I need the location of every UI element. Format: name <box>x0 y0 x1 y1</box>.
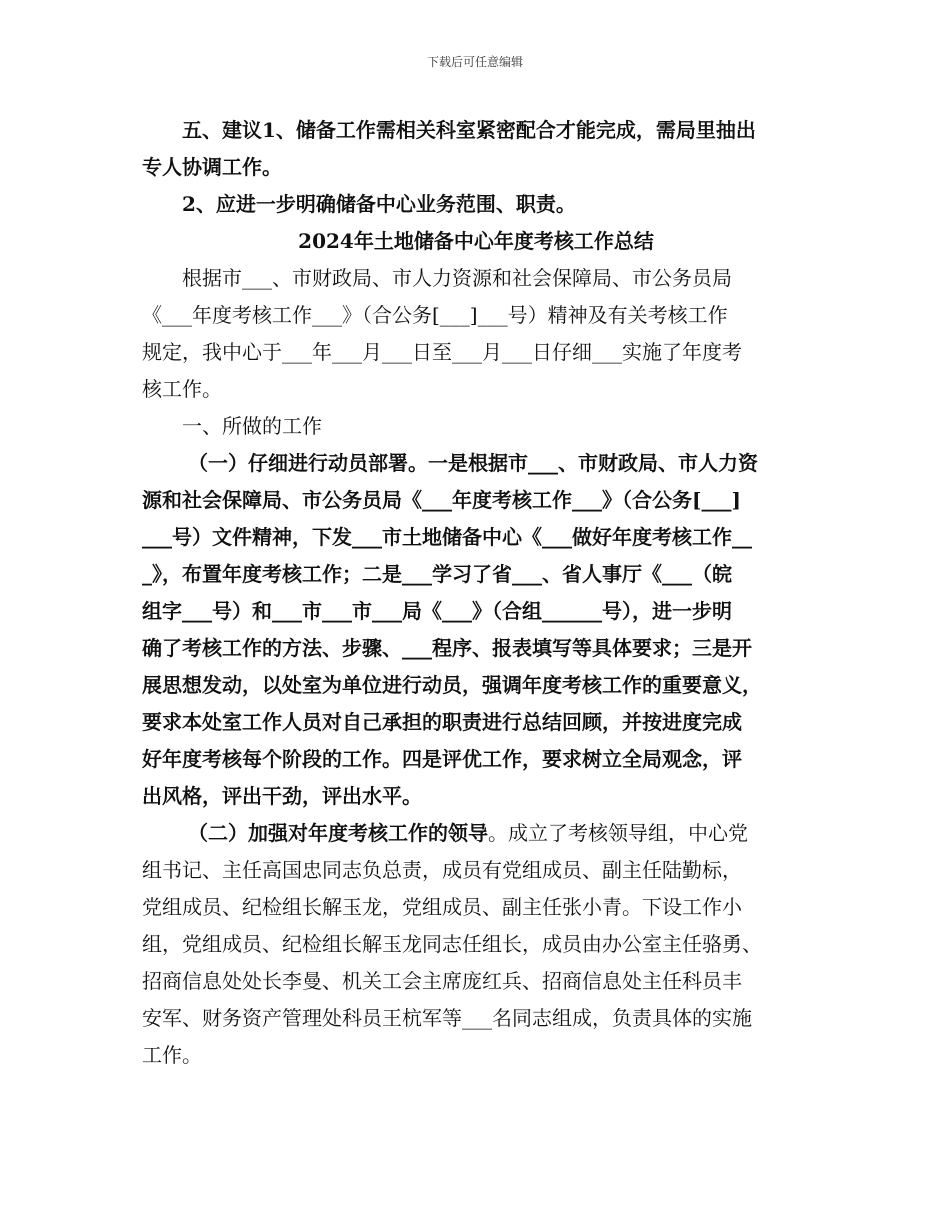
page-header: 下载后可任意编辑 <box>426 55 523 69</box>
para1-line-8: 要求本处室工作人员对自己承担的职责进行总结回顾，并按进度完成 <box>142 710 742 734</box>
para2-line-2: 组书记、主任高国忠同志负总责，成员有党组成员、副主任陆勤标， <box>142 858 742 882</box>
para1-line-2: 源和社会保障局、市公务员局《___年度考核工作___》（合公务[___] <box>142 488 741 512</box>
para1-line-7: 展思想发动，以处室为单位进行动员，强调年度考核工作的重要意义， <box>142 673 762 697</box>
recommendation-line-1: 五、建议1、储备工作需相关科室紧密配合才能完成，需局里抽出 <box>182 118 756 142</box>
intro-line-3: 规定，我中心于___年___月___日至___月___日仔细___实施了年度考 <box>142 340 742 364</box>
recommendation-line-2: 专人协调工作。 <box>142 155 282 179</box>
para2-line-1-text: 。成立了考核领导组，中心党 <box>488 821 748 845</box>
document-title: 2024年土地储备中心年度考核工作总结 <box>298 229 654 253</box>
para1-line-4: _》，布置年度考核工作；二是___学习了省___、省人事厅《___（皖 <box>142 562 732 586</box>
para2-line-1 <box>142 815 810 852</box>
section-heading: 一、所做的工作 <box>182 414 322 438</box>
recommendation-line-3: 2、应进一步明确储备中心业务范围、职责。 <box>182 192 576 216</box>
intro-line-1: 根据市___、市财政局、市人力资源和社会保障局、市公务员局 <box>182 266 732 290</box>
para1-line-6: 确了考核工作的方法、步骤、___程序、报表填写等具体要求；三是开 <box>142 636 752 660</box>
para1-line-9: 好年度考核每个阶段的工作。四是评优工作，要求树立全局观念，评 <box>142 747 742 771</box>
intro-line-2: 《___年度考核工作___》（合公务[___]___号）精神及有关考核工作 <box>142 303 728 327</box>
para1-line-1: （一）仔细进行动员部署。一是根据市___、市财政局、市人力资 <box>188 451 758 475</box>
para2-line-7: 工作。 <box>142 1043 202 1067</box>
para2-line-4: 组，党组成员、纪检组长解玉龙同志任组长，成员由办公室主任骆勇、 <box>142 932 762 956</box>
para2-line-3: 党组成员、纪检组长解玉龙，党组成员、副主任张小青。下设工作小 <box>142 895 742 919</box>
para1-line-5: 组字___号）和___市___市___局《___》（合组______号），进一步明 <box>142 599 732 623</box>
document-body <box>142 112 810 1074</box>
para2-line-6: 安军、财务资产管理处科员王杭军等___名同志组成，负责具体的实施 <box>142 1006 752 1030</box>
intro-line-4: 核工作。 <box>142 377 222 401</box>
para2-heading: （二）加强对年度考核工作的领导 <box>188 821 488 845</box>
para1-line-10: 出风格，评出干劲，评出水平。 <box>142 784 422 808</box>
para1-line-3: ___号）文件精神，下发___市土地储备中心《___做好年度考核工作__ <box>142 525 752 549</box>
para2-line-5: 招商信息处处长李曼、机关工会主席庞红兵、招商信息处主任科员丰 <box>142 969 742 993</box>
